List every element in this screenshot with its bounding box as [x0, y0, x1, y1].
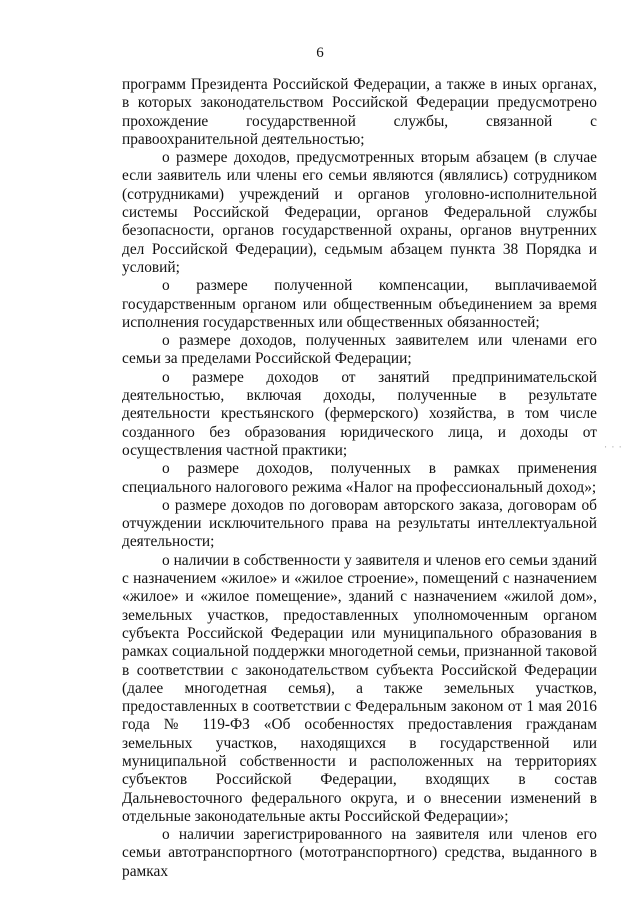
scan-speck-marks: ⋅ ⋅ ⋅: [604, 442, 623, 452]
paragraph-continuation: программ Президента Российской Федерации, а также в иных органах, в которых законодательством Российской Федерации предусмотрено прохождение государственной службы, связанной с правоохранительной деятельностью;: [122, 76, 597, 148]
paragraph-income-second-paragraph: о размере доходов, предусмотренных вторым абзацем (в случае если заявитель или члены его семьи являются (являлись) сотрудником (сотрудниками) учреждений и органов уголовно-исполнительной системы Российской Федерации, органов Федеральной службы безопасности, органов государственной охраны, органов внутренних дел Российской Федерации), седьмым абзацем пункта 38 Порядка и условий;: [122, 149, 597, 276]
paragraph-professional-income-tax: о размере доходов, полученных в рамках применения специального налогового режима «Налог на профессиональный доход»;: [122, 460, 597, 496]
paragraph-author-contracts: о размере доходов по договорам авторского заказа, договорам об отчуждении исключительного права на результаты интеллектуальной деятельности;: [122, 496, 597, 551]
paragraph-business-income: о размере доходов от занятий предпринимательской деятельностью, включая доходы, полученные в результате деятельности крестьянского (фермерского) хозяйства, в том числе созданного без образования юридического лица, и доходы от осуществления частной практики;: [122, 368, 597, 459]
page-number: 6: [316, 45, 324, 61]
paragraph-property-ownership: о наличии в собственности у заявителя и членов его семьи зданий с назначением «жилое» и «жилое строение», помещений с назначением «жилое» и «жилое помещение», зданий с назначением «жилой дом», земельных участков, предоставленных уполномоченным органом субъекта Российской Федерации или муниципального образования в рамках социальной поддержки многодетной семьи, признанной таковой в соответствии с законодательством субъекта Российской Федерации (далее многодетная семья), а также земельных участков, предоставленных в соответствии с Федеральным законом от 1 мая 2016 года № 119-ФЗ «Об особенностях предоставления гражданам земельных участков, находящихся в государственной или муниципальной собственности и расположенных на территориях субъектов Российской Федерации, входящих в состав Дальневосточного федерального округа, и о внесении изменений в отдельные законодательные акты Российской Федерации»;: [122, 551, 597, 825]
paragraph-income-abroad: о размере доходов, полученных заявителем или членами его семьи за пределами Российской Федерации;: [122, 332, 597, 368]
paragraph-compensation: о размере полученной компенсации, выплачиваемой государственным органом или общественным объединением за время исполнения государственных или общественных обязанностей;: [122, 277, 597, 331]
document-body: [122, 76, 597, 881]
paragraph-vehicle-registration: о наличии зарегистрированного на заявителя или членов его семьи автотранспортного (мототранспортного) средства, выданного в рамках: [122, 826, 597, 880]
